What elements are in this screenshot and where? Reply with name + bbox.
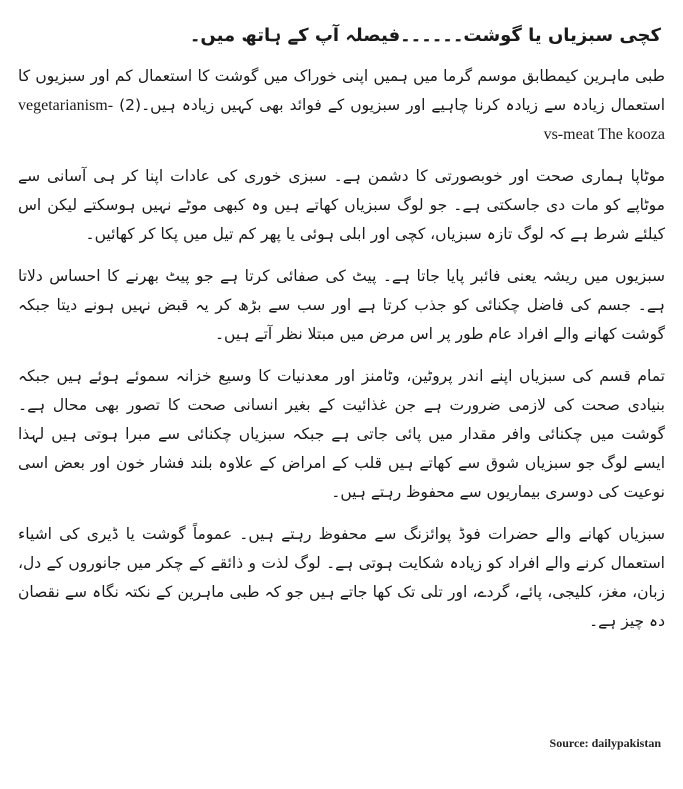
paragraph-1-text: طبی ماہرین کیمطابق موسم گرما میں ہمیں اپنی خوراک میں گوشت کا استعمال کم اور سبزیوں کا استعمال زیادہ سے زیادہ کرنا چاہیے اور سبزیوں کے فوائد بھی کہیں زیادہ ہیں۔ xyxy=(18,67,665,114)
paragraph-1-ref: (2) xyxy=(119,96,142,114)
article-title: کچی سبزیاں یا گوشت۔۔۔۔۔۔فیصلہ آپ کے ہاتھ میں۔ xyxy=(189,25,661,46)
paragraph-4: تمام قسم کی سبزیاں اپنے اندر پروٹین، وٹامنز اور معدنیات کا وسیع خزانہ سموئے ہوئے ہیں جبکہ بنیادی صحت کی لازمی ضرورت ہے جن غذائیت کے بغیر انسانی صحت کا تصور بھی محال ہے۔ گوشت میں چکنائی وافر مقدار میں پائی جاتی ہے جبکہ سبزیاں چکنائی سے مبرا ہوتی ہیں لہذا ایسے لوگ جو سبزیاں شوق سے کھاتے ہیں قلب کے امراض کے علاوہ بلند فشار خون اور بعض اسی نوعیت کی دوسری بیماریوں سے محفوظ رہتے ہیں۔ xyxy=(18,367,665,501)
paragraph-2: موٹاپا ہماری صحت اور خوبصورتی کا دشمن ہے۔ سبزی خوری کی عادات اپنا کر ہی آسانی سے موٹاپے کو مات دی جاسکتی ہے۔ جو لوگ سبزیاں کھاتے ہیں وہ کبھی موٹے نہیں ہوسکتے لیکن اس کیلئے شرط ہے کہ لوگ تازہ سبزیاں، کچی اور ابلی ہوئی یا پھر کم تیل میں پکا کر کھائیں۔ xyxy=(18,167,665,243)
paragraph-1 xyxy=(18,62,665,149)
paragraph-5: سبزیاں کھانے والے حضرات فوڈ پوائزنگ سے محفوظ رہتے ہیں۔ عموماً گوشت یا ڈیری کی اشیاء استعمال کرنے والے افراد کو زیادہ شکایت ہوتی ہے۔ لوگ لذت و ذائقے کے چکر میں جانوروں کے دل، زبان، مغز، کلیجی، پائے، گردے، اور تلی تک کھا جاتے ہیں جو کہ طبی ماہرین کے نکتہ نگاہ سے نقصان دہ چیز ہے۔ xyxy=(18,525,665,630)
paragraph-1-latin: vegetarianism-vs-meat The kooza xyxy=(18,97,665,143)
article-body xyxy=(18,20,665,649)
paragraph-3: سبزیوں میں ریشہ یعنی فائبر پایا جاتا ہے۔ پیٹ کی صفائی کرتا ہے جو پیٹ بھرنے کا احساس دلاتا ہے۔ جسم کی فاضل چکنائی کو جذب کرتا ہے اور سب سے بڑھ کر یہ قبض نہیں ہونے دیتا جبکہ گوشت کھانے والے افراد عام طور پر اس مرض میں مبتلا نظر آتے ہیں۔ xyxy=(18,267,665,343)
source-credit: Source: dailypakistan xyxy=(549,736,661,750)
